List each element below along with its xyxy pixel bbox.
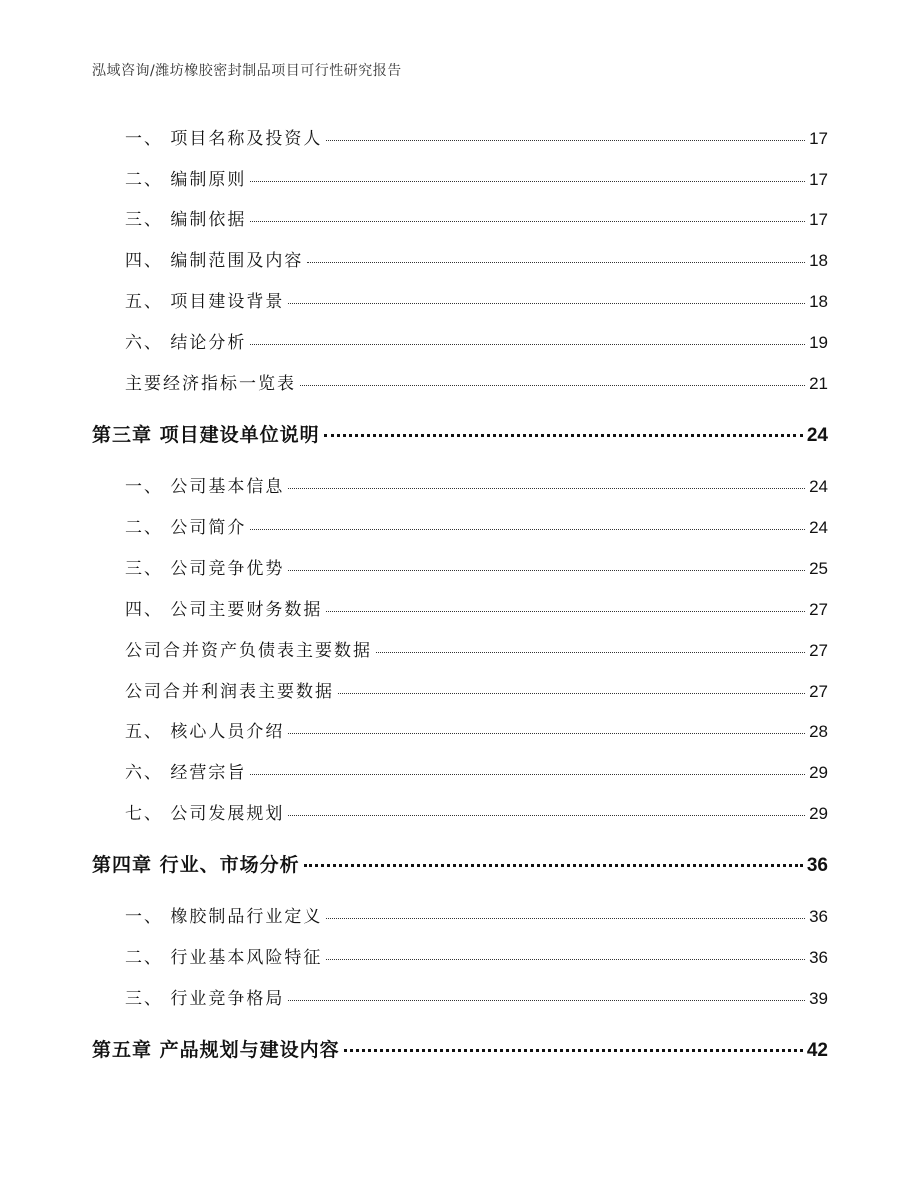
toc-entry[interactable] [0, 943, 828, 968]
toc-entry[interactable] [0, 717, 828, 742]
toc-entry-label: 一、 公司基本信息 [125, 477, 285, 497]
toc-chapter-page: 36 [806, 855, 828, 876]
dot-leader [250, 774, 805, 775]
toc-entry[interactable] [0, 799, 828, 824]
toc-entry[interactable] [0, 902, 828, 927]
toc-entry[interactable] [0, 554, 828, 579]
toc-entry[interactable] [0, 205, 828, 230]
toc-entry[interactable] [0, 758, 828, 783]
toc-chapter-label: 第三章 项目建设单位说明 [92, 424, 320, 446]
dot-leader [326, 918, 805, 919]
toc-entry-page: 17 [809, 170, 828, 189]
toc-entry[interactable] [0, 595, 828, 620]
toc-entry-label: 二、 行业基本风险特征 [125, 948, 323, 968]
toc-entry-label: 公司合并利润表主要数据 [125, 682, 334, 702]
dot-leader [288, 1000, 805, 1001]
toc-entry-page: 27 [809, 641, 828, 660]
toc-entry-label: 三、 行业竞争格局 [125, 989, 285, 1009]
toc-entry-page: 36 [809, 948, 828, 967]
toc-entry-label: 三、 公司竞争优势 [125, 559, 285, 579]
toc-chapter-label: 第四章 行业、市场分析 [92, 854, 300, 876]
toc-entry-page: 19 [809, 333, 828, 352]
toc-entry-page: 17 [809, 129, 828, 148]
toc-entry-page: 18 [809, 251, 828, 270]
toc-entry[interactable] [0, 513, 828, 538]
toc-entry[interactable] [0, 636, 828, 661]
dot-leader [288, 488, 805, 489]
toc-entry-page: 29 [809, 763, 828, 782]
toc-entry-label: 主要经济指标一览表 [125, 374, 296, 394]
toc-entry-label: 五、 核心人员介绍 [125, 722, 285, 742]
toc-entry-page: 17 [809, 210, 828, 229]
toc-entry-label: 二、 编制原则 [125, 170, 247, 190]
dot-leader [307, 262, 805, 263]
toc-entry-page: 18 [809, 292, 828, 311]
toc-chapter-label: 第五章 产品规划与建设内容 [92, 1039, 340, 1061]
toc-chapter-entry[interactable] [0, 1035, 828, 1062]
toc-entry[interactable] [0, 369, 828, 394]
dot-leader [326, 140, 805, 141]
toc-entry[interactable] [0, 246, 828, 271]
toc-entry[interactable] [0, 472, 828, 497]
toc-entry-page: 21 [809, 374, 828, 393]
toc-entry-page: 24 [809, 518, 828, 537]
toc-entry-label: 三、 编制依据 [125, 210, 247, 230]
toc-entry-label: 四、 编制范围及内容 [125, 251, 304, 271]
dot-leader [288, 303, 805, 304]
toc-entry-label: 六、 经营宗旨 [125, 763, 247, 783]
toc-entry-page: 27 [809, 600, 828, 619]
dot-leader [288, 570, 805, 571]
toc-entry-label: 四、 公司主要财务数据 [125, 600, 323, 620]
toc-entry[interactable] [0, 677, 828, 702]
toc-entry-page: 39 [809, 989, 828, 1008]
toc-chapter-entry[interactable] [0, 420, 828, 447]
dot-leader [376, 652, 805, 653]
toc-entry-label: 公司合并资产负债表主要数据 [125, 641, 372, 661]
toc-entry-label: 二、 公司简介 [125, 518, 247, 538]
toc-entry[interactable] [0, 984, 828, 1009]
toc-entry-page: 36 [809, 907, 828, 926]
toc-chapter-page: 24 [806, 425, 828, 446]
toc-entry-label: 一、 项目名称及投资人 [125, 129, 323, 149]
toc-entry-label: 一、 橡胶制品行业定义 [125, 907, 323, 927]
toc-entry-page: 29 [809, 804, 828, 823]
dot-leader [300, 385, 805, 386]
dot-leader [326, 959, 805, 960]
toc-chapter-entry[interactable] [0, 850, 828, 877]
dot-leader [324, 434, 803, 437]
document-header: 泓域咨询/潍坊橡胶密封制品项目可行性研究报告 [92, 63, 402, 79]
dot-leader [288, 733, 805, 734]
dot-leader [326, 611, 805, 612]
dot-leader [250, 529, 805, 530]
dot-leader [250, 344, 805, 345]
dot-leader [344, 1049, 803, 1052]
toc-entry-page: 24 [809, 477, 828, 496]
toc-entry-label: 七、 公司发展规划 [125, 804, 285, 824]
dot-leader [250, 221, 805, 222]
toc-entry-label: 五、 项目建设背景 [125, 292, 285, 312]
dot-leader [288, 815, 805, 816]
toc-entry[interactable] [0, 165, 828, 190]
toc-chapter-page: 42 [806, 1040, 828, 1061]
dot-leader [250, 181, 805, 182]
toc-entry[interactable] [0, 287, 828, 312]
toc-entry-page: 28 [809, 722, 828, 741]
toc-entry[interactable] [0, 328, 828, 353]
toc-entry-page: 25 [809, 559, 828, 578]
dot-leader [304, 864, 803, 867]
toc-entry-label: 六、 结论分析 [125, 333, 247, 353]
toc-entry[interactable] [0, 124, 828, 149]
toc-entry-page: 27 [809, 682, 828, 701]
dot-leader [338, 693, 805, 694]
